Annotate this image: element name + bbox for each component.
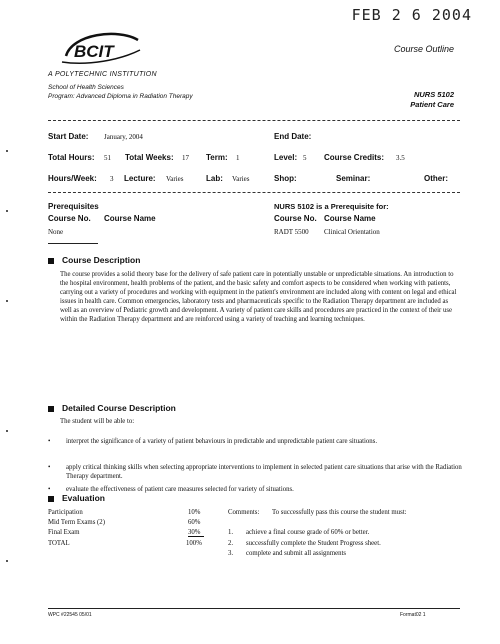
prerequisite-for-heading: NURS 5102 is a Prerequisite for: (274, 202, 389, 211)
divider (48, 192, 460, 193)
eval-row-value: 30% (188, 529, 204, 537)
divider (48, 120, 460, 121)
comments-text: To successfully pass this course the student must: (272, 509, 407, 516)
total-weeks-value: 17 (182, 154, 189, 162)
institution-tagline: A POLYTECHNIC INSTITUTION (48, 71, 157, 78)
requirement-number: 3. (228, 550, 234, 557)
prereq-value: None (48, 228, 64, 236)
total-weeks-label: Total Weeks: (125, 153, 174, 162)
lecture-value: Varies (166, 175, 184, 183)
end-date-label: End Date: (274, 132, 312, 141)
requirement-number: 1. (228, 529, 234, 536)
scan-speck (6, 560, 8, 562)
requirement-number: 2. (228, 540, 234, 547)
footer-right: Format02 1 (400, 612, 426, 618)
course-credits-value: 3.5 (396, 154, 405, 162)
eval-row-label: Mid Term Exams (2) (48, 519, 105, 526)
lab-label: Lab: (206, 174, 223, 183)
footer-left: WPC #22545 05/01 (48, 612, 92, 618)
hours-week-value: 3 (110, 175, 114, 183)
scan-speck (6, 210, 8, 212)
course-title: Patient Care (410, 100, 454, 109)
total-hours-label: Total Hours: (48, 153, 95, 162)
eval-row-label: Final Exam (48, 529, 80, 536)
footer-rule (48, 608, 460, 609)
course-description-text: The course provides a solid theory base for the delivery of safe patient care in potentially unstable or unpredictable situations. An introduction to the hospital environment, health problems of the patient, and the basic safety and comfort aspects to be considered when working with patients, carrying out a variety of procedures and working with equipment in the patient's environment are included along with content on legal and ethical issues in health care. Common emergencies, laboratory tests and pharmaceuticals specific to the Radiation Therapy department are included as well as an overview of Pediatric growth and development. A variety of patient care skills and procedures are practiced in the context of their use within the Radiation Therapy department and are reinforced using a variety of teaching and learning techniques. (60, 271, 457, 323)
other-label: Other: (424, 174, 448, 183)
term-label: Term: (206, 153, 228, 162)
course-code: NURS 5102 (413, 90, 454, 99)
eval-row-value: 100% (186, 540, 202, 547)
scan-speck (6, 150, 8, 152)
seminar-label: Seminar: (336, 174, 371, 183)
lab-value: Varies (232, 175, 250, 183)
total-hours-value: 51 (104, 154, 111, 162)
prereq-for-course-name: Clinical Orientation (324, 228, 380, 236)
prereq-for-col-course-no: Course No. (274, 214, 317, 223)
scan-speck (6, 300, 8, 302)
school-name: School of Health Sciences (48, 84, 124, 91)
section-bullet-icon (48, 406, 54, 412)
detailed-intro: The student will be able to: (60, 418, 135, 425)
requirement-text: complete and submit all assignments (246, 550, 347, 557)
level-label: Level: (274, 153, 298, 162)
course-description-heading: Course Description (48, 255, 140, 265)
eval-row-value: 10% (188, 509, 201, 516)
document-type: Course Outline (393, 44, 454, 54)
prereq-col-course-no: Course No. (48, 214, 91, 223)
section-bullet-icon (48, 496, 54, 502)
scan-speck (6, 430, 8, 432)
level-value: 5 (303, 154, 307, 162)
start-date-value: January, 2004 (104, 133, 143, 141)
prereq-for-col-course-name: Course Name (324, 214, 376, 223)
start-date-label: Start Date: (48, 132, 89, 141)
bullet-icon: • (48, 486, 51, 493)
eval-row-value: 60% (188, 519, 201, 526)
prereq-col-course-name: Course Name (104, 214, 156, 223)
received-date-stamp: FEB 2 6 2004 (351, 6, 472, 24)
svg-text:BCIT: BCIT (74, 42, 114, 61)
lecture-label: Lecture: (124, 174, 156, 183)
program-name: Program: Advanced Diploma in Radiation Therapy (48, 93, 193, 100)
divider (48, 243, 98, 244)
bullet-icon: • (48, 438, 51, 445)
eval-row-label: TOTAL (48, 540, 70, 547)
section-bullet-icon (48, 258, 54, 264)
hours-week-label: Hours/Week: (48, 174, 97, 183)
bullet-icon: • (48, 464, 51, 471)
prereq-for-course-no: RADT 5500 (274, 228, 309, 236)
eval-row-label: Participation (48, 509, 83, 516)
bcit-logo (58, 26, 144, 70)
detailed-description-heading: Detailed Course Description (48, 403, 176, 413)
prerequisites-heading: Prerequisites (48, 202, 99, 211)
comments-label: Comments: (228, 509, 260, 516)
shop-label: Shop: (274, 174, 297, 183)
requirement-text: successfully complete the Student Progress sheet. (246, 540, 381, 547)
term-value: 1 (236, 154, 240, 162)
requirement-text: achieve a final course grade of 60% or better. (246, 529, 370, 536)
course-credits-label: Course Credits: (324, 153, 385, 162)
evaluation-heading: Evaluation (48, 493, 105, 503)
